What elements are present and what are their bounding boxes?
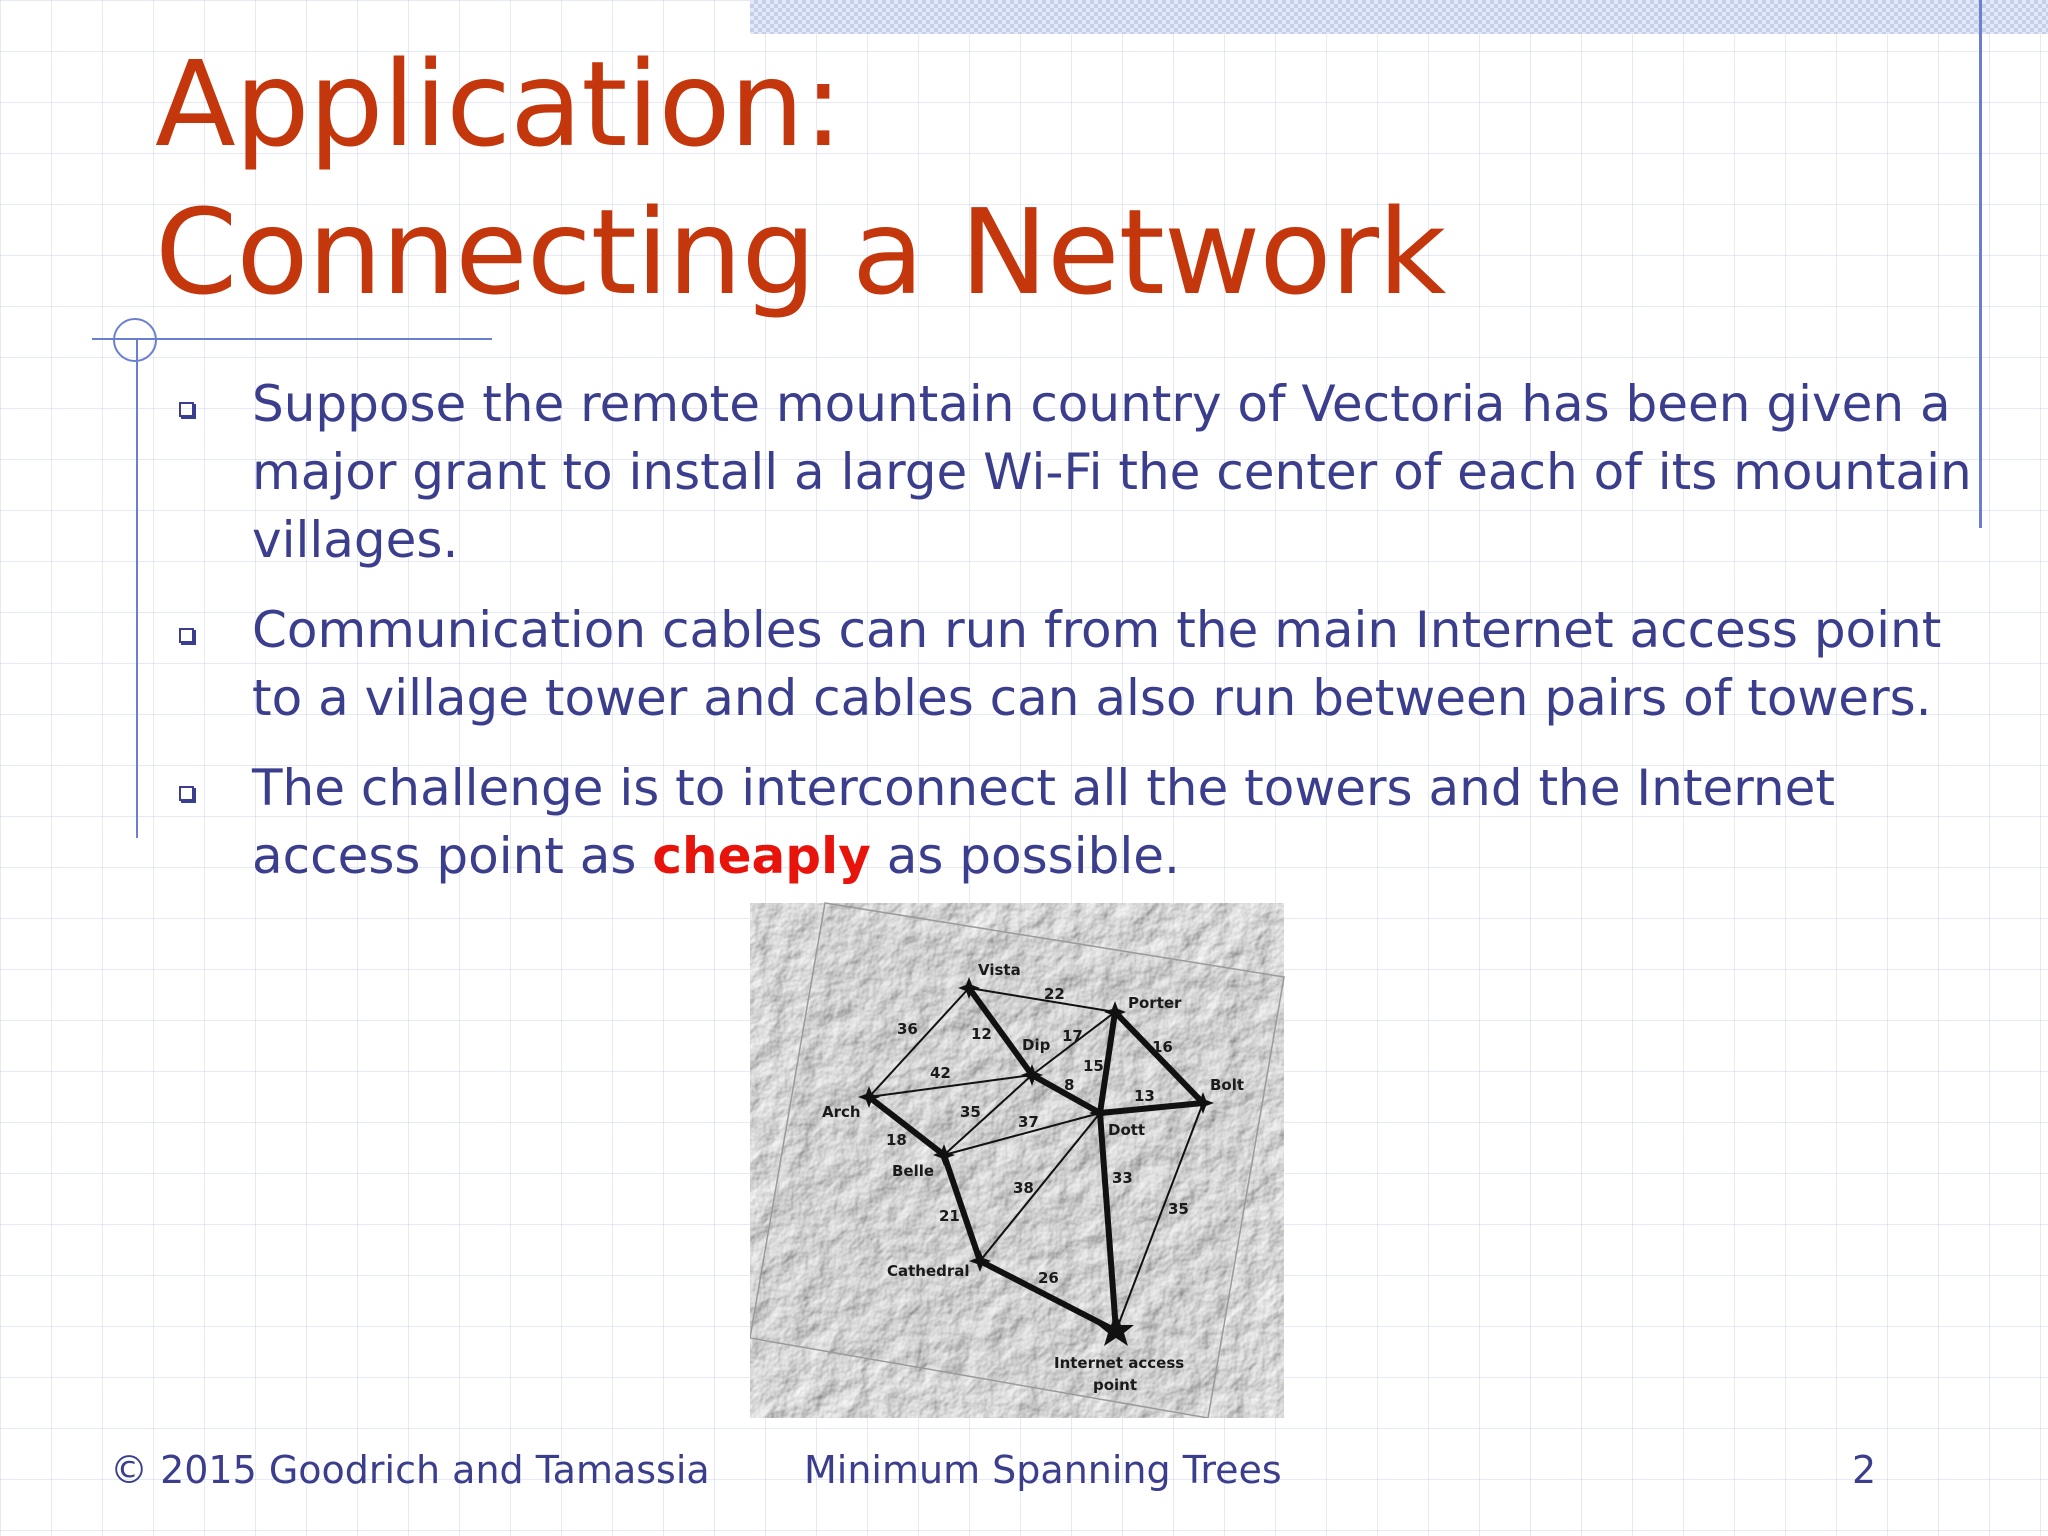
node-label-internet-point: point xyxy=(1093,1376,1138,1394)
node-label-porter: Porter xyxy=(1128,994,1182,1012)
node-label-belle: Belle xyxy=(892,1162,935,1180)
node-label-vista: Vista xyxy=(978,961,1021,979)
weight-vista-dip: 12 xyxy=(971,1025,992,1043)
weight-vista-porter: 22 xyxy=(1044,985,1065,1003)
bullet-item xyxy=(175,754,1975,890)
right-vertical-rule xyxy=(1979,0,1982,528)
node-label-bolt: Bolt xyxy=(1210,1076,1245,1094)
weight-belle-dip: 35 xyxy=(960,1103,981,1121)
weight-cathedral-dott: 38 xyxy=(1013,1179,1034,1197)
bullet-text-end: as possible. xyxy=(870,827,1180,885)
bullet-text: Suppose the remote mountain country of Vectoria has been given a major grant to install a large Wi-Fi the center of each of its mountain villages. xyxy=(252,375,1972,569)
bullet-item xyxy=(175,596,1975,732)
weight-belle-dott: 37 xyxy=(1018,1113,1039,1131)
node-label-dott: Dott xyxy=(1108,1121,1146,1139)
square-bullet-icon xyxy=(179,402,194,417)
crosshair-ornament-icon xyxy=(113,318,157,362)
weight-bolt-internet: 35 xyxy=(1168,1200,1189,1218)
network-map xyxy=(750,898,1290,1418)
bullet-text xyxy=(252,759,1835,885)
weight-porter-dip: 17 xyxy=(1062,1027,1083,1045)
node-label-arch: Arch xyxy=(822,1103,861,1121)
weight-belle-cathedral: 21 xyxy=(939,1207,960,1225)
node-label-dip: Dip xyxy=(1022,1036,1051,1054)
weight-vista-arch: 36 xyxy=(897,1020,918,1038)
title-line-2: Connecting a Network xyxy=(155,183,1446,321)
footer-topic: Minimum Spanning Trees xyxy=(804,1448,1282,1492)
title-line-1: Application: xyxy=(155,35,843,173)
weight-arch-belle: 18 xyxy=(886,1131,907,1149)
weight-porter-bolt: 16 xyxy=(1152,1038,1173,1056)
weight-dott-internet: 33 xyxy=(1112,1169,1133,1187)
footer-page-number: 2 xyxy=(1852,1448,1877,1492)
square-bullet-icon xyxy=(179,786,194,801)
weight-dott-bolt: 13 xyxy=(1134,1087,1155,1105)
weight-dip-arch: 42 xyxy=(930,1064,951,1082)
bullet-list xyxy=(175,370,1975,912)
terrain-map-background xyxy=(750,903,1284,1418)
footer-copyright: © 2015 Goodrich and Tamassia xyxy=(110,1448,710,1492)
weight-dip-dott: 8 xyxy=(1064,1076,1075,1094)
emphasis-word: cheaply xyxy=(652,827,871,885)
weight-cathedral-internet: 26 xyxy=(1038,1269,1059,1287)
node-label-internet-access: Internet access xyxy=(1054,1354,1185,1372)
weight-porter-dott: 15 xyxy=(1083,1057,1104,1075)
left-vertical-rule xyxy=(136,338,138,838)
top-decorative-band xyxy=(750,0,2048,34)
bullet-text-start: The challenge is to interconnect all the towers and the Internet access point as xyxy=(252,759,1835,885)
bullet-item xyxy=(175,370,1975,574)
bullet-text: Communication cables can run from the main Internet access point to a village tower and cables can also run between pairs of towers. xyxy=(252,601,1942,727)
node-label-cathedral: Cathedral xyxy=(887,1262,970,1280)
square-bullet-icon xyxy=(179,628,194,643)
slide-title xyxy=(155,30,1445,326)
